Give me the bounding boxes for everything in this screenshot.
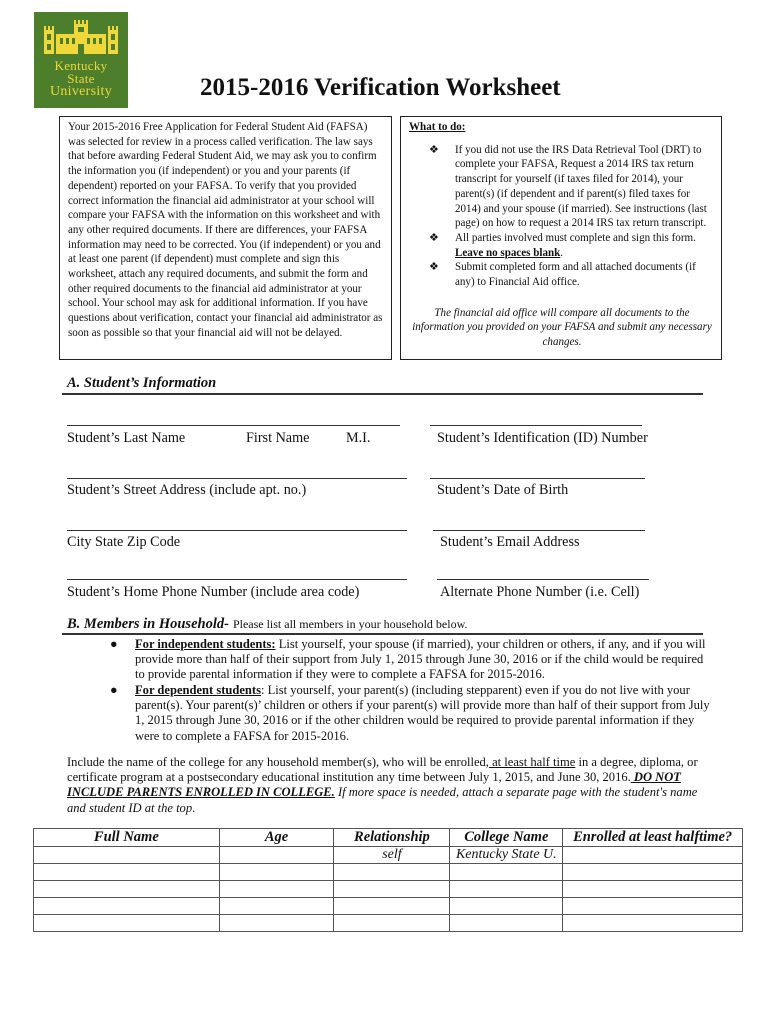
cell-age[interactable]	[219, 898, 334, 915]
cell-relationship[interactable]	[334, 898, 450, 915]
dob-label: Student’s Date of Birth	[437, 482, 569, 498]
independent-bullet	[90, 637, 710, 683]
list-item: ❖ If you did not use the IRS Data Retrieval Tool (DRT) to complete your FAFSA, Request a 2014 IRS tax return transcript for yourself (if taxes filed for 2014), your parent(s) (if dependent and if parent(s) filed taxes for 2014) and your spouse (if married). See instructions (last page) on how to request a 2014 IRS tax return transcript.	[429, 143, 707, 230]
cell-enrolled[interactable]	[563, 847, 743, 864]
header-enrolled: Enrolled at least halftime?	[563, 829, 743, 847]
table-row	[34, 847, 743, 864]
table-header-row	[34, 829, 743, 847]
cell-enrolled[interactable]	[563, 864, 743, 881]
header-relationship: Relationship	[334, 829, 450, 847]
header-full-name: Full Name	[34, 829, 220, 847]
intro-box	[59, 116, 392, 360]
dob-line[interactable]	[430, 478, 645, 479]
table-row	[34, 864, 743, 881]
table-row	[34, 898, 743, 915]
cell-college-name[interactable]: Kentucky State U.	[450, 847, 563, 864]
dependent-bullet	[90, 683, 710, 744]
cell-age[interactable]	[219, 847, 334, 864]
bullet-icon: ●	[110, 683, 118, 697]
logo-line-state: State	[67, 71, 95, 86]
independent-text: List yourself, your spouse (if married), your children or others, if any, and if you will provide more than half of their support from July 1, 2015 through June 30, 2016 or if the child would be required to provide parental information if they were to complete a FAFSA for 2015-2016.	[135, 637, 706, 682]
cell-enrolled[interactable]	[563, 898, 743, 915]
section-b-instruction: Please list all members in your household below.	[232, 617, 468, 631]
street-label: Student’s Street Address (include apt. no.)	[67, 482, 307, 498]
college-instructions: Include the name of the college for any household member(s), who will be enrolled, at least half time in a degree, diploma, or certificate program at a postsecondary educational institution any time between July 1, 2015, and June 30, 2016. DO NOT INCLUDE PARENTS ENROLLED IN COLLEGE. If more space is needed, attach a separate page with the student's name and student ID at the top.	[67, 755, 698, 815]
logo-line-university: University	[49, 84, 113, 99]
independent-label: For independent students:	[135, 637, 276, 651]
cell-full-name[interactable]	[34, 847, 220, 864]
section-b-heading: B. Members in Household-	[67, 616, 229, 632]
cell-full-name[interactable]	[34, 915, 220, 932]
section-b-rule	[62, 633, 703, 635]
email-label: Student’s Email Address	[440, 534, 580, 550]
header-age: Age	[219, 829, 334, 847]
street-line[interactable]	[67, 478, 407, 479]
cell-age[interactable]	[219, 864, 334, 881]
leave-blank-text: Leave no spaces blank	[455, 246, 561, 259]
cell-age[interactable]	[219, 915, 334, 932]
student-id-line[interactable]	[430, 425, 642, 426]
cell-college-name[interactable]	[450, 864, 563, 881]
table-row	[34, 881, 743, 898]
section-a-rule	[62, 393, 703, 395]
cell-college-name[interactable]	[450, 898, 563, 915]
list-item: ❖ Submit completed form and all attached documents (if any) to Financial Aid office.	[429, 261, 696, 289]
alt-phone-label: Alternate Phone Number (i.e. Cell)	[440, 584, 640, 600]
list-item: ❖ All parties involved must complete and sign this form. Leave no spaces blank.	[429, 231, 696, 259]
alt-phone-line[interactable]	[437, 579, 649, 580]
cell-full-name[interactable]	[34, 898, 220, 915]
last-name-label: Student’s Last Name	[67, 430, 186, 446]
building-icon	[42, 20, 120, 56]
cell-college-name[interactable]	[450, 881, 563, 898]
household-table	[33, 828, 743, 932]
comparison-note: The financial aid office will compare all documents to the information you provided on your FAFSA and submit any necessary changes.	[412, 306, 712, 349]
cell-enrolled[interactable]	[563, 915, 743, 932]
dependent-label: For dependent students	[135, 683, 261, 697]
cell-relationship[interactable]	[334, 864, 450, 881]
header-college-name: College Name	[450, 829, 563, 847]
city-label: City State Zip Code	[67, 534, 181, 550]
cell-full-name[interactable]	[34, 864, 220, 881]
section-b-heading-row	[67, 615, 467, 633]
university-logo	[34, 12, 128, 108]
cell-enrolled[interactable]	[563, 881, 743, 898]
cell-college-name[interactable]	[450, 915, 563, 932]
home-phone-line[interactable]	[67, 579, 407, 580]
cell-age[interactable]	[219, 881, 334, 898]
intro-text: Your 2015-2016 Free Application for Federal Student Aid (FAFSA) was selected for review in a process called verification. The law says that before awarding Federal Student Aid, we may ask you to confirm the information you (if independent) or you and your parents (if dependent) reported on your FAFSA. To verify that you provided correct information the financial aid administrator at your school will compare your FAFSA with the information on this worksheet and with any other required documents. If there are differences, your FAFSA information may need to be corrected. You (if independent) or you and at least one parent (if dependent) must complete and sign this worksheet, attach any required documents, and submit the form and other required documents to the financial aid administrator at your school. Your school may ask for additional information. If you have questions about verification, contact your financial aid administrator as soon as possible so that your financial aid will not be delayed.	[68, 121, 383, 339]
cell-relationship[interactable]	[334, 915, 450, 932]
diamond-bullet-icon: ❖	[429, 231, 439, 244]
dependent-text: : List yourself, your parent(s) (including stepparent) even if you do not live with your parent(s). Your parent(s)’ children or others if your parent(s) will provide more than half of their support from July 1, 2015 through June 30, 2016 or if the other children would be required to provide parental information if they were to complete a FAFSA for 2015-2016.	[135, 683, 710, 743]
what-to-do-heading: What to do:	[409, 121, 466, 133]
cell-relationship[interactable]: self	[334, 847, 450, 864]
mi-label: M.I.	[346, 430, 371, 446]
email-line[interactable]	[433, 530, 645, 531]
cell-full-name[interactable]	[34, 881, 220, 898]
table-row	[34, 915, 743, 932]
first-name-label: First Name	[246, 430, 310, 446]
what-to-do-box	[400, 116, 722, 360]
student-id-label: Student’s Identification (ID) Number	[437, 430, 648, 446]
what-to-do-list	[409, 143, 715, 290]
section-a-heading: A. Student’s Information	[67, 375, 217, 391]
page-title: 2015-2016 Verification Worksheet	[200, 74, 561, 101]
cell-relationship[interactable]	[334, 881, 450, 898]
diamond-bullet-icon: ❖	[429, 143, 439, 156]
city-line[interactable]	[67, 530, 407, 531]
last-name-line[interactable]	[67, 425, 400, 426]
home-phone-label: Student’s Home Phone Number (include area code)	[67, 584, 360, 600]
logo-line-kentucky: Kentucky	[54, 58, 108, 73]
bullet-icon: ●	[110, 637, 118, 651]
diamond-bullet-icon: ❖	[429, 261, 439, 274]
